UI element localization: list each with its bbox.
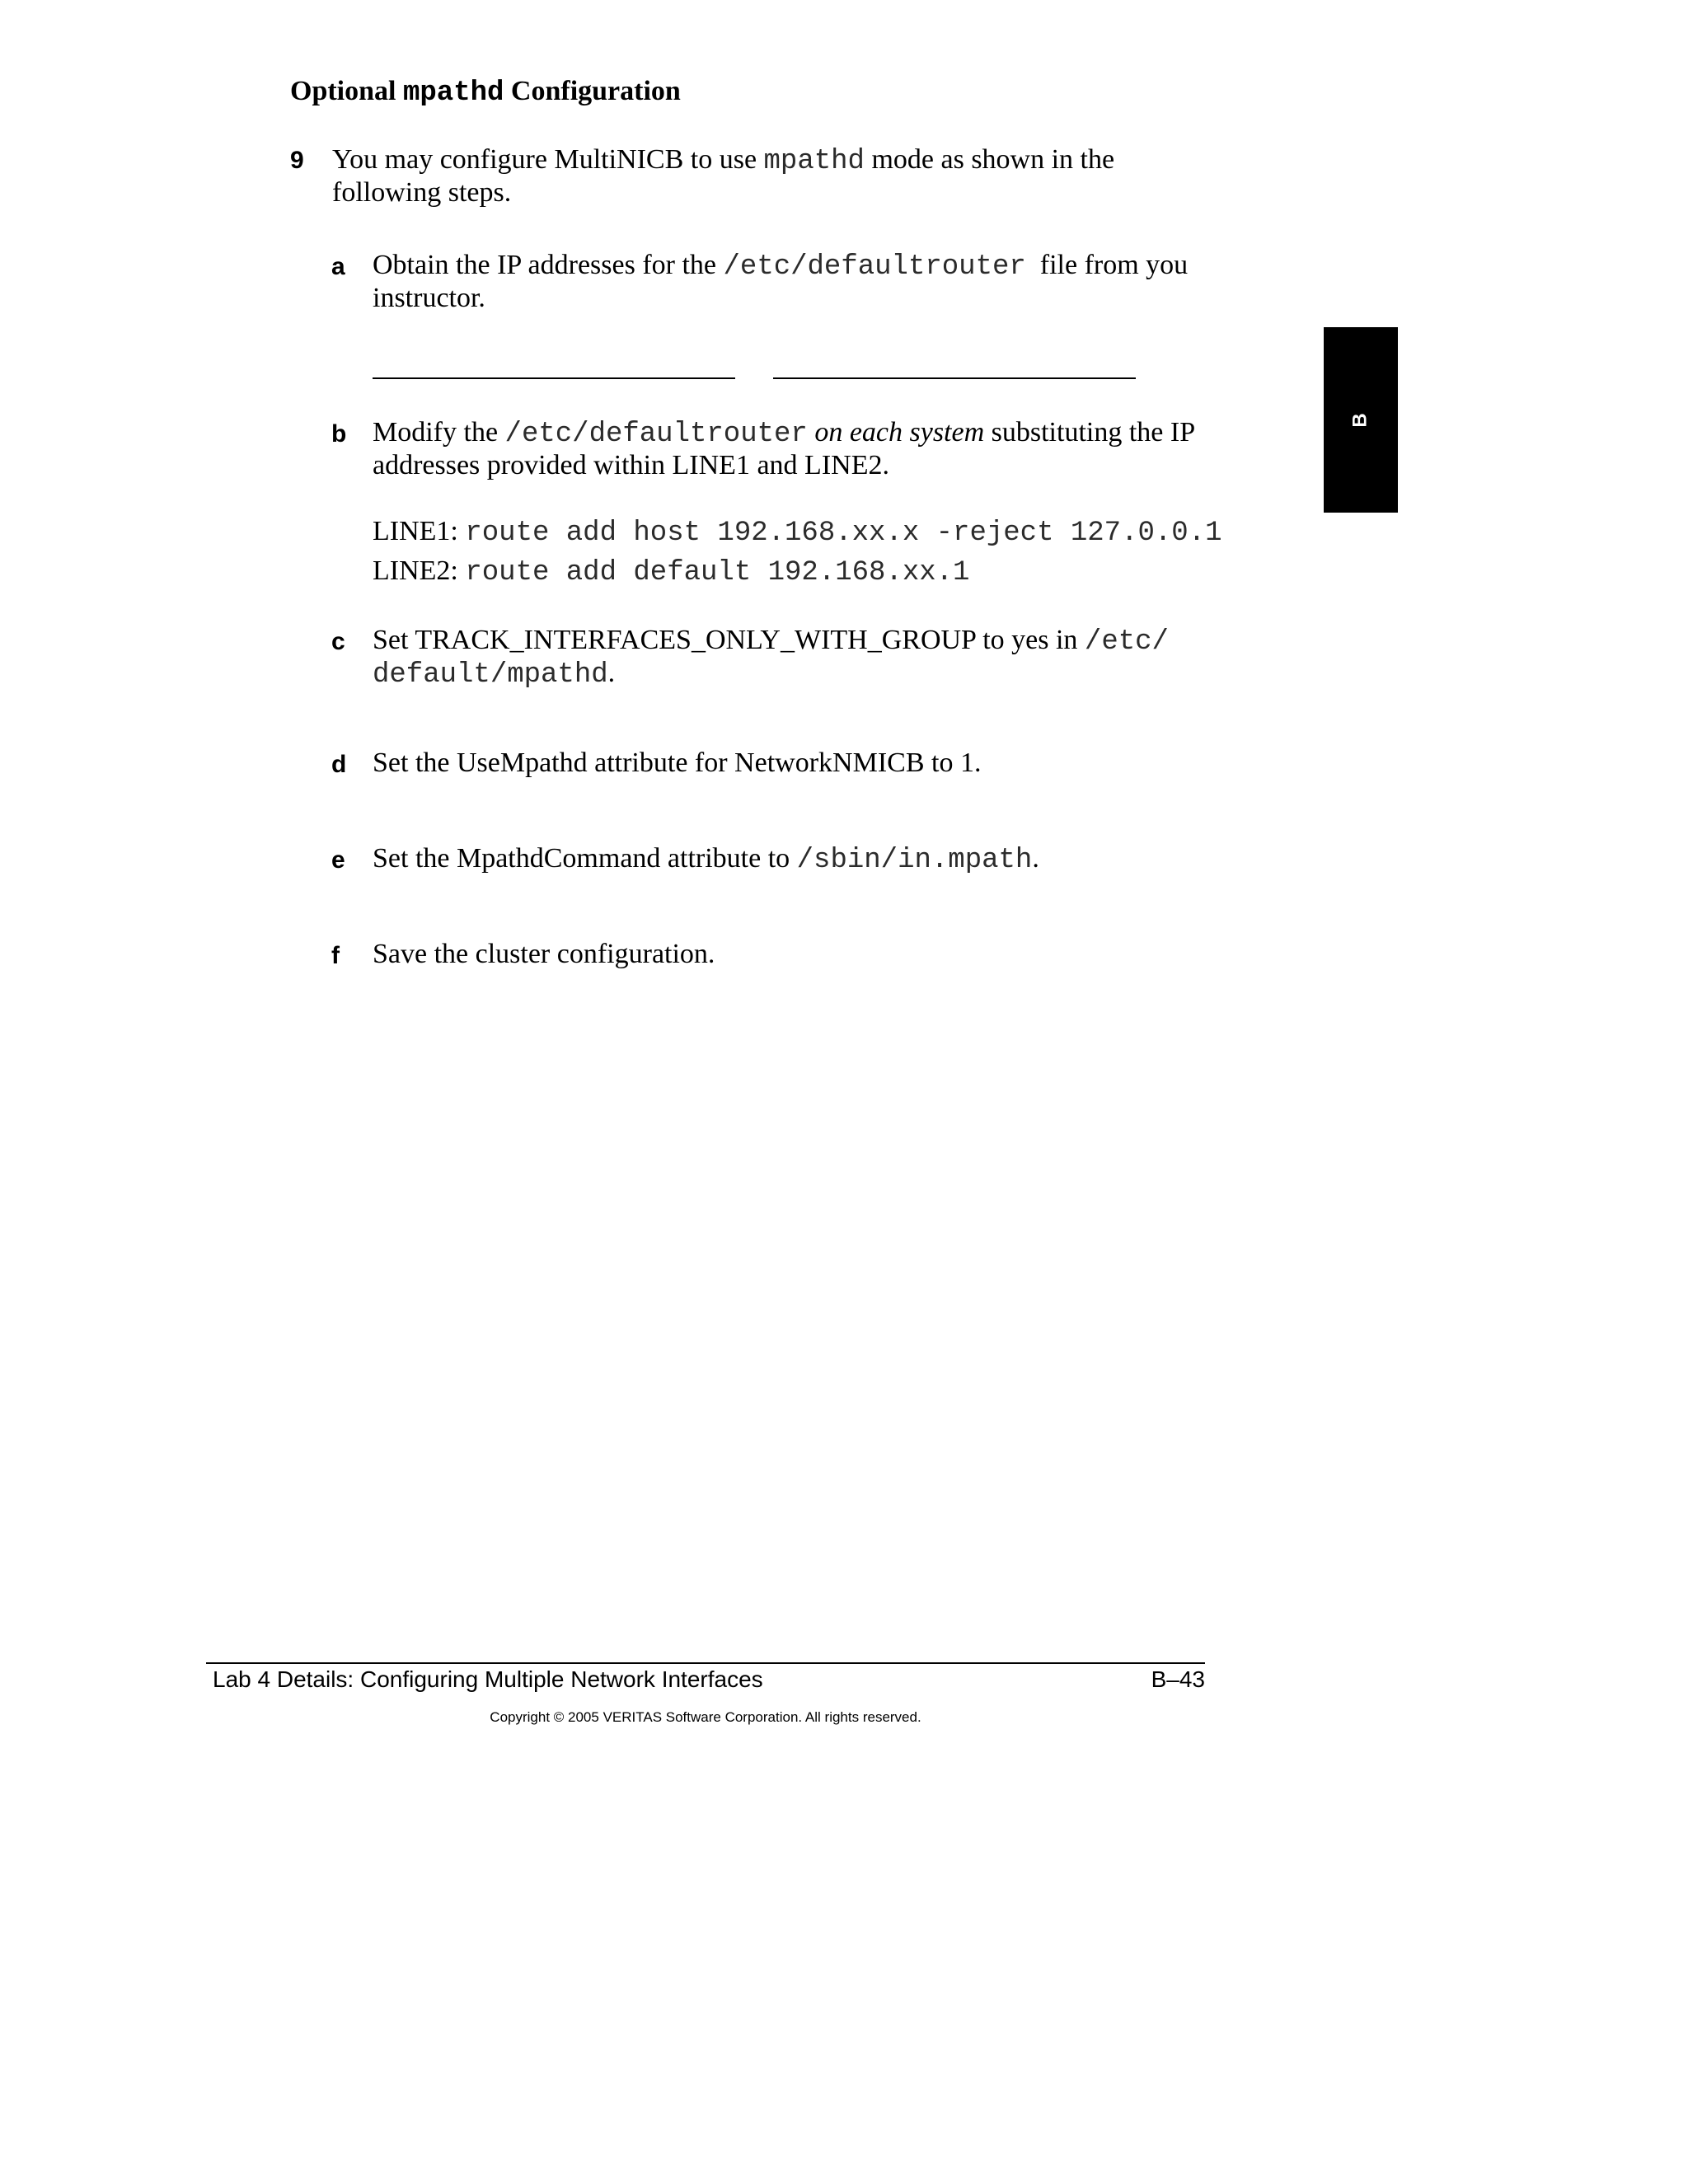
heading-text-post: Configuration: [504, 76, 681, 106]
step-c-code-2: default/mpathd: [373, 659, 608, 691]
step-letter-b: b: [331, 420, 347, 448]
step-a-code: /etc/defaultrouter: [723, 251, 1026, 283]
step-c-line-2: [373, 657, 615, 691]
step-c-line-1: [373, 624, 1169, 658]
step-c-text: Set TRACK_INTERFACES_ONLY_WITH_GROUP to yes in: [373, 625, 1085, 655]
footer-rule: [206, 1662, 1205, 1664]
step-9-line-2: following steps.: [332, 177, 512, 208]
step-c-code: /etc/: [1084, 626, 1169, 658]
side-tab-label: B: [1349, 412, 1372, 428]
step-d-line-1: Set the UseMpathd attribute for NetworkNMICB to 1.: [373, 748, 982, 778]
step-b-line-1: [373, 416, 1195, 451]
answer-blank-2: [773, 377, 1136, 379]
code-line-2-label: LINE2:: [373, 555, 466, 586]
step-9-line-1: [332, 143, 1114, 178]
step-letter-e: e: [331, 846, 345, 874]
step-e-text: Set the MpathdCommand attribute to: [373, 843, 797, 874]
footer-title: Lab 4 Details: Configuring Multiple Network Interfaces: [213, 1666, 763, 1692]
copyright-notice: Copyright © 2005 VERITAS Software Corporation. All rights reserved.: [490, 1709, 921, 1725]
step-c-text-post: .: [607, 658, 616, 688]
step-b-text-post: substituting the IP: [984, 417, 1196, 448]
footer-page-number: B–43: [1151, 1666, 1205, 1692]
code-line-1: [373, 515, 1222, 550]
step-a-line-1: [373, 249, 1188, 284]
step-letter-d: d: [331, 751, 347, 778]
step-e-line-1: [373, 842, 1039, 877]
step-b-code: /etc/defaultrouter: [504, 419, 808, 450]
heading-text-pre: Optional: [290, 76, 403, 106]
step-b-line-2: addresses provided within LINE1 and LINE2.: [373, 450, 889, 480]
step-a-text-post: file from you: [1025, 250, 1189, 280]
step-9-text-post: mode as shown in the: [864, 144, 1115, 175]
code-line-2-code: route add default 192.168.xx.1: [465, 557, 970, 588]
step-b-text: Modify the: [373, 417, 505, 448]
code-line-2: [373, 555, 969, 589]
heading-code: mpathd: [402, 77, 504, 109]
step-letter-a: a: [331, 253, 345, 280]
step-e-text-post: .: [1032, 843, 1039, 874]
step-number-9: 9: [290, 147, 304, 174]
step-9-code: mpathd: [763, 146, 865, 177]
step-a-text: Obtain the IP addresses for the: [373, 250, 724, 280]
step-e-code: /sbin/in.mpath: [796, 845, 1033, 876]
step-9-text: You may configure MultiNICB to use: [332, 144, 764, 175]
code-line-1-code: route add host 192.168.xx.x -reject 127.0.0.1: [465, 518, 1222, 549]
step-letter-c: c: [331, 628, 345, 655]
step-letter-f: f: [331, 942, 340, 969]
step-f-line-1: Save the cluster configuration.: [373, 939, 715, 969]
code-line-1-label: LINE1:: [373, 516, 466, 546]
section-heading: [290, 76, 681, 109]
answer-blank-1: [373, 377, 735, 379]
step-a-line-2: instructor.: [373, 283, 485, 313]
step-b-italic: on each system: [807, 417, 985, 448]
appendix-side-tab: [1324, 327, 1398, 513]
